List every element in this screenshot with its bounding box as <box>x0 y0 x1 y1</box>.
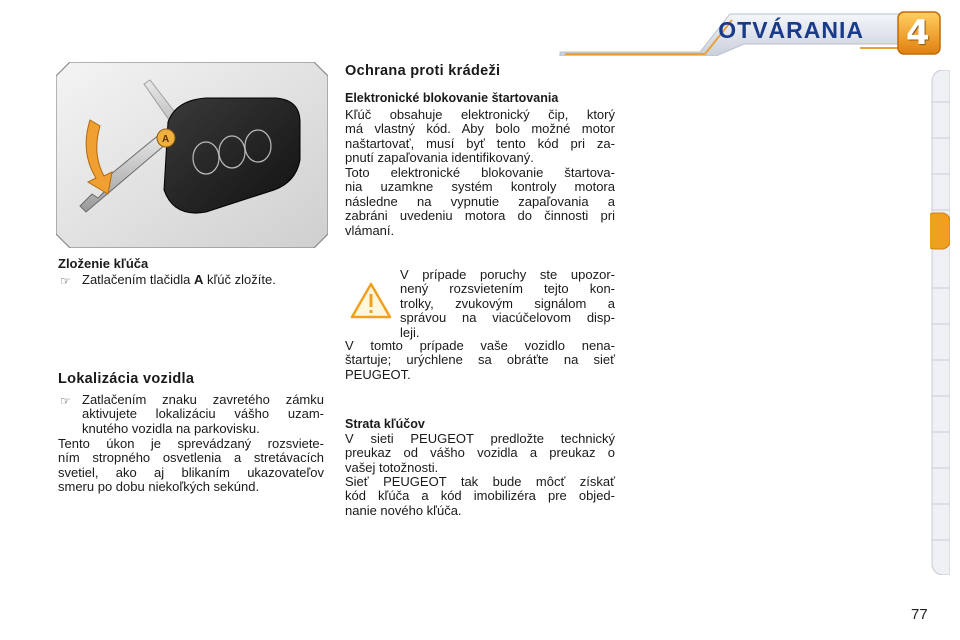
locate-paragraph <box>58 437 324 495</box>
text-line: správou na viacúčelovom disp- <box>400 310 615 326</box>
locate-heading: Lokalizácia vozidla <box>58 371 195 387</box>
page-number: 77 <box>911 606 928 623</box>
chapter-tabs <box>930 70 950 575</box>
key-fold-key: A <box>194 272 204 287</box>
pointing-hand-icon: ☞ <box>60 394 71 408</box>
text-line: aktivujete lokalizáciu vášho uzam- <box>82 406 324 422</box>
locate-bullet <box>82 393 324 436</box>
text-line: Sieť PEUGEOT tak bude môcť získať <box>345 474 615 489</box>
text-line: Zatlačením znaku zavretého zámku <box>82 392 324 407</box>
text-line: smeru po dobu niekoľkých sekúnd. <box>58 479 260 495</box>
lost-keys-para-1-lines <box>345 432 615 475</box>
key-photo <box>56 62 328 248</box>
page-header <box>0 0 960 56</box>
warning-text <box>400 268 615 340</box>
text-line: následne na vypnutie zapaľovania a <box>345 193 615 209</box>
text-line: PEUGEOT. <box>345 366 411 382</box>
text-line: svetiel, ako aj blikaním ukazovateľov <box>58 464 324 480</box>
immobilizer-para-1-lines <box>345 108 615 166</box>
text-line: vašej totožnosti. <box>345 459 439 475</box>
warning-followup-lines <box>345 339 615 382</box>
text-line: preukaz od vášho vozidla a preukaz o <box>345 445 615 461</box>
locate-bullet-lines <box>82 393 324 436</box>
text-line: nený rozsvietením tejto kon- <box>400 281 615 297</box>
lost-keys-heading: Strata kľúčov <box>345 417 425 431</box>
button-a-label: A <box>162 134 170 145</box>
text-line: zabráni uvedeniu motora do činnosti pri <box>345 208 615 224</box>
theft-heading: Ochrana proti krádeži <box>345 63 501 79</box>
text-line: má vlastný kód. Aby bolo možné motor <box>345 121 615 137</box>
warning-triangle-icon <box>350 282 392 320</box>
lost-keys-para-1 <box>345 432 615 475</box>
text-line: Tento úkon je sprevádzaný rozsviete- <box>58 436 324 451</box>
text-line: trolky, zvukovým signálom a <box>400 295 615 311</box>
text-line: nia uzamkne systém kontroly motora <box>345 179 615 195</box>
key-fold-text <box>82 273 322 287</box>
chapter-number: 4 <box>906 13 930 53</box>
pointing-hand-icon: ☞ <box>60 274 71 288</box>
lost-keys-para-2-lines <box>345 475 615 518</box>
immobilizer-para-1 <box>345 108 615 166</box>
text-line: ním stropného osvetlenia a stretávacích <box>58 450 324 466</box>
text-line: kód kľúča a kód imobilizéra pre objed- <box>345 488 615 504</box>
warning-followup <box>345 339 615 382</box>
text-line: štartuje; urýchlene sa obráťte na sieť <box>345 352 615 368</box>
key-fold-heading: Zloženie kľúča <box>58 256 149 271</box>
text-line: V tomto prípade vaše vozidlo nena- <box>345 338 615 353</box>
key-fold-text-2: kľúč zložíte. <box>203 272 276 287</box>
text-line: V prípade poruchy ste upozor- <box>400 267 615 282</box>
warning-text-lines <box>400 268 615 340</box>
lost-keys-para-2 <box>345 475 615 518</box>
text-line: leji. <box>400 324 420 340</box>
text-line: knutého vozidla na parkovisku. <box>82 420 260 436</box>
text-line: nanie nového kľúča. <box>345 502 462 518</box>
text-line: Kľúč obsahuje elektronický čip, ktorý <box>345 107 615 122</box>
immobilizer-para-2 <box>345 166 615 238</box>
text-line: vlámaní. <box>345 222 395 238</box>
immobilizer-heading: Elektronické blokovanie štartovania <box>345 91 559 105</box>
text-line: naštartovať, musí byť tento kód pri za- <box>345 135 615 151</box>
immobilizer-para-2-lines <box>345 166 615 238</box>
key-fold-text-1: Zatlačením tlačidla <box>82 272 194 287</box>
text-line: Toto elektronické blokovanie štartova- <box>345 165 615 180</box>
chapter-title: OTVÁRANIA <box>718 17 864 43</box>
text-line: pnutí zapaľovania identifikovaný. <box>345 150 534 166</box>
locate-paragraph-lines <box>58 437 324 495</box>
text-line: V sieti PEUGEOT predložte technický <box>345 431 615 446</box>
